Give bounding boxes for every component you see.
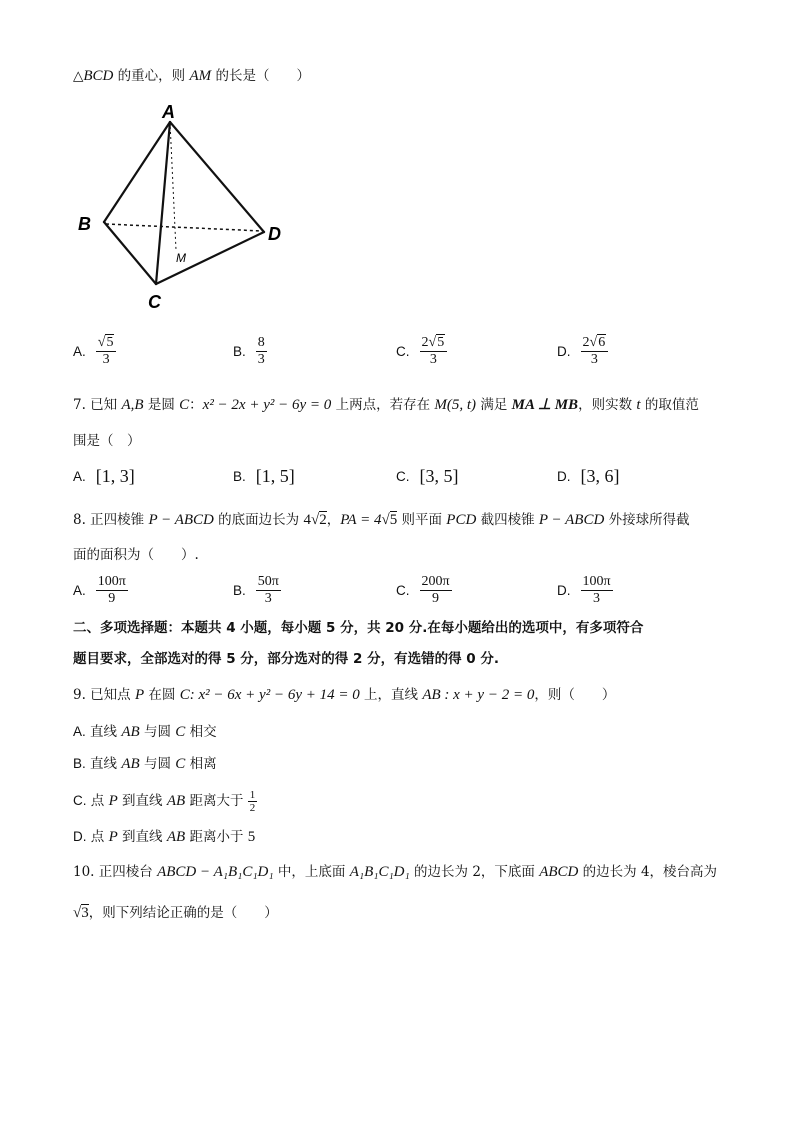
label-c: C	[148, 292, 161, 312]
q7-text: ，则实数	[578, 397, 637, 413]
section-2-heading-line-1: 二、多项选择题：本题共 4 小题，每小题 5 分，共 20 分.在每小题给出的选项中，有多项符合	[73, 620, 644, 636]
edge-ad	[170, 122, 264, 232]
option-p: P	[108, 829, 118, 845]
q9-ab: AB	[422, 687, 441, 703]
q9-option-c[interactable]	[73, 789, 257, 814]
option-value: 5	[247, 829, 256, 845]
option-label: D.	[557, 344, 571, 359]
q8-pa-rad: 5	[389, 512, 398, 528]
option-value: [1, 3]	[95, 466, 135, 486]
option-value: [1, 5]	[255, 466, 295, 486]
q8-option-d[interactable]	[557, 574, 613, 607]
q9-stem	[73, 685, 615, 705]
q10-bottom-face: ABCD	[539, 864, 579, 880]
tetrahedron-figure	[72, 100, 302, 315]
denominator: 2	[249, 802, 256, 814]
q7-equation: x² − 2x + y² − 6y = 0	[202, 397, 332, 413]
q6-text-mid: 的重心，则	[113, 68, 190, 84]
segment-am-dashed	[170, 122, 176, 250]
edge-bd-dashed	[106, 224, 262, 231]
q10-text: 的边长为 2，下底面	[409, 864, 540, 880]
q7-m-args: (5, t)	[446, 397, 477, 413]
option-text: 点	[86, 829, 109, 845]
q8-option-c[interactable]	[396, 574, 452, 607]
numerator: 8	[257, 335, 265, 350]
option-value: [3, 5]	[419, 466, 459, 486]
radicand: 5	[437, 335, 445, 350]
option-label: A.	[73, 469, 86, 484]
q7-line-1	[73, 395, 699, 415]
option-text: 相离	[185, 756, 217, 772]
option-text: 直线	[85, 756, 122, 772]
option-label: C.	[396, 469, 410, 484]
q8-line-2: 面的面积为（ ）.	[73, 547, 199, 563]
q7-text: 满足	[476, 397, 512, 413]
fraction	[96, 574, 128, 607]
option-text: 到直线	[117, 829, 167, 845]
triangle-symbol: △	[73, 68, 84, 84]
denominator: 9	[432, 591, 440, 606]
q7-t: t	[636, 397, 641, 413]
option-label: C.	[396, 583, 410, 598]
q10-radicand: 3	[81, 905, 89, 921]
q7-text: 是圆	[143, 397, 180, 413]
option-ab: AB	[166, 793, 186, 809]
q8-text: 8. 正四棱锥	[73, 512, 149, 528]
option-label: C.	[73, 793, 87, 808]
q8-text: 则平面	[397, 512, 447, 528]
fraction	[256, 574, 281, 607]
q10-text: 的边长为 4，棱台高为	[578, 864, 718, 880]
label-a: A	[162, 102, 175, 122]
q7-line-2: 围是（ ）	[73, 433, 141, 449]
option-value: [3, 6]	[580, 466, 620, 486]
q7-text: 7. 已知	[73, 397, 122, 413]
option-label: D.	[557, 583, 571, 598]
option-label: A.	[73, 344, 86, 359]
option-text: 与圆	[139, 756, 176, 772]
fraction	[256, 335, 267, 368]
option-text: 与圆	[139, 724, 176, 740]
option-label: B.	[233, 583, 246, 598]
option-c: C	[175, 756, 186, 772]
q9-p: P	[134, 687, 145, 703]
q9-text: 在圆	[144, 687, 180, 703]
coefficient: 2	[582, 335, 590, 350]
option-text: 距离大于	[185, 793, 248, 809]
option-label: A.	[73, 583, 86, 598]
q9-text: 9. 已知点	[73, 687, 135, 703]
q6-tail-line	[73, 66, 310, 86]
q9-text: ，则（ ）	[534, 687, 616, 703]
q9-option-d[interactable]	[73, 827, 255, 847]
q10-line-1	[73, 862, 717, 882]
q7-option-b[interactable]	[233, 466, 295, 487]
q8-side-coef: 4	[303, 512, 311, 528]
q8-text: 的底面边长为	[213, 512, 304, 528]
q8-pa: PA = 4	[340, 512, 382, 528]
option-text: 直线	[85, 724, 122, 740]
option-label: D.	[73, 829, 87, 844]
q7-ab: A,B	[121, 397, 144, 413]
q6-bcd: BCD	[83, 68, 114, 84]
option-label: D.	[557, 469, 571, 484]
q8-pcd: PCD	[446, 512, 477, 528]
option-ab: AB	[166, 829, 186, 845]
q8-pyramid-2: P − ABCD	[538, 512, 605, 528]
q8-side-rad: 2	[319, 512, 327, 528]
q7-m: M	[434, 397, 447, 413]
label-d: D	[268, 224, 281, 244]
q7-option-c[interactable]	[396, 466, 459, 487]
q9-text: 上，直线	[359, 687, 423, 703]
q10-text: ，则下列结论正确的是（ ）	[88, 905, 278, 921]
q10-text: 中，上底面	[273, 864, 350, 880]
q7-text: ：	[189, 397, 203, 413]
q7-text: 上两点，若存在	[331, 397, 435, 413]
option-c: C	[175, 724, 186, 740]
q8-text: 外接球所得截	[604, 512, 690, 528]
q10-frustum: ABCD − A₁B₁C₁D₁	[157, 864, 274, 880]
option-text: 相交	[185, 724, 217, 740]
q7-text: 的取值范	[640, 397, 699, 413]
option-p: P	[108, 793, 118, 809]
q8-option-a[interactable]	[73, 574, 128, 607]
option-label: B.	[233, 344, 246, 359]
option-label: C.	[396, 344, 410, 359]
option-text: 点	[86, 793, 109, 809]
option-label: B.	[73, 756, 86, 771]
denominator: 3	[257, 352, 265, 367]
q6-option-d[interactable]	[557, 335, 608, 368]
q8-text: ，	[326, 512, 341, 528]
radicand: 6	[598, 335, 606, 350]
option-ab: AB	[121, 724, 140, 740]
q7-c: C	[179, 397, 190, 413]
q6-option-b[interactable]	[233, 335, 267, 368]
fraction: $\frac{2√5}{3}$	[420, 335, 448, 368]
edge-cd	[156, 232, 264, 284]
fraction: $\frac{2√6}{3}$	[581, 335, 609, 368]
denominator: 9	[108, 591, 116, 606]
q8-pyramid: P − ABCD	[148, 512, 214, 528]
q6-am: AM	[189, 68, 212, 84]
denominator: 3	[590, 352, 598, 367]
edge-bc	[104, 222, 156, 284]
q6-option-c[interactable]	[396, 335, 447, 368]
denominator: 3	[264, 591, 272, 606]
q10-text: 10. 正四棱台	[73, 864, 158, 880]
q6-text-post: 的长是（ ）	[211, 68, 310, 84]
q7-option-a[interactable]	[73, 466, 135, 487]
fraction	[420, 574, 452, 607]
numerator: 100π	[97, 574, 126, 589]
fraction: $\frac{√5}{3}$	[96, 335, 117, 368]
radicand: 5	[106, 335, 114, 350]
q10-line-2: √3，则下列结论正确的是（ ）	[73, 905, 278, 921]
numerator: 100π	[582, 574, 611, 589]
q7-option-d[interactable]	[557, 466, 620, 487]
q9-c: C	[179, 687, 190, 703]
q9-line-eq: : x + y − 2 = 0	[440, 687, 535, 703]
option-label: A.	[73, 724, 86, 739]
denominator: 3	[102, 352, 110, 367]
section-2-heading-line-2: 题目要求，全部选对的得 5 分，部分选对的得 2 分，有选错的得 0 分.	[73, 651, 500, 667]
fraction	[581, 574, 613, 607]
option-ab: AB	[121, 756, 140, 772]
denominator: 3	[593, 591, 601, 606]
q8-line-1: 8. 正四棱锥 P − ABCD 的底面边长为 4√2，PA = 4√5 则平面 PCD 截四棱锥 P − ABCD 外接球所得截	[73, 512, 690, 528]
edge-ac	[156, 122, 170, 284]
option-text: 距离小于	[185, 829, 248, 845]
denominator: 3	[429, 352, 437, 367]
label-b: B	[78, 214, 91, 234]
q9-circle-eq: : x² − 6x + y² − 6y + 14 = 0	[189, 687, 360, 703]
edge-ab	[104, 122, 170, 222]
fraction	[248, 789, 258, 814]
q9-option-a[interactable]	[73, 722, 217, 742]
q8-text: 截四棱锥	[476, 512, 539, 528]
numerator: 50π	[257, 574, 279, 589]
coefficient: 2	[421, 335, 429, 350]
q10-top-face: A₁B₁C₁D₁	[349, 864, 410, 880]
q8-option-b[interactable]	[233, 574, 281, 607]
q7-perp: MA ⊥ MB	[511, 397, 579, 413]
option-label: B.	[233, 469, 246, 484]
numerator: 1	[249, 789, 256, 801]
option-text: 到直线	[117, 793, 167, 809]
q6-option-a[interactable]	[73, 335, 116, 368]
q9-option-b[interactable]	[73, 754, 217, 774]
numerator: 200π	[421, 574, 450, 589]
label-m: M	[176, 251, 186, 265]
